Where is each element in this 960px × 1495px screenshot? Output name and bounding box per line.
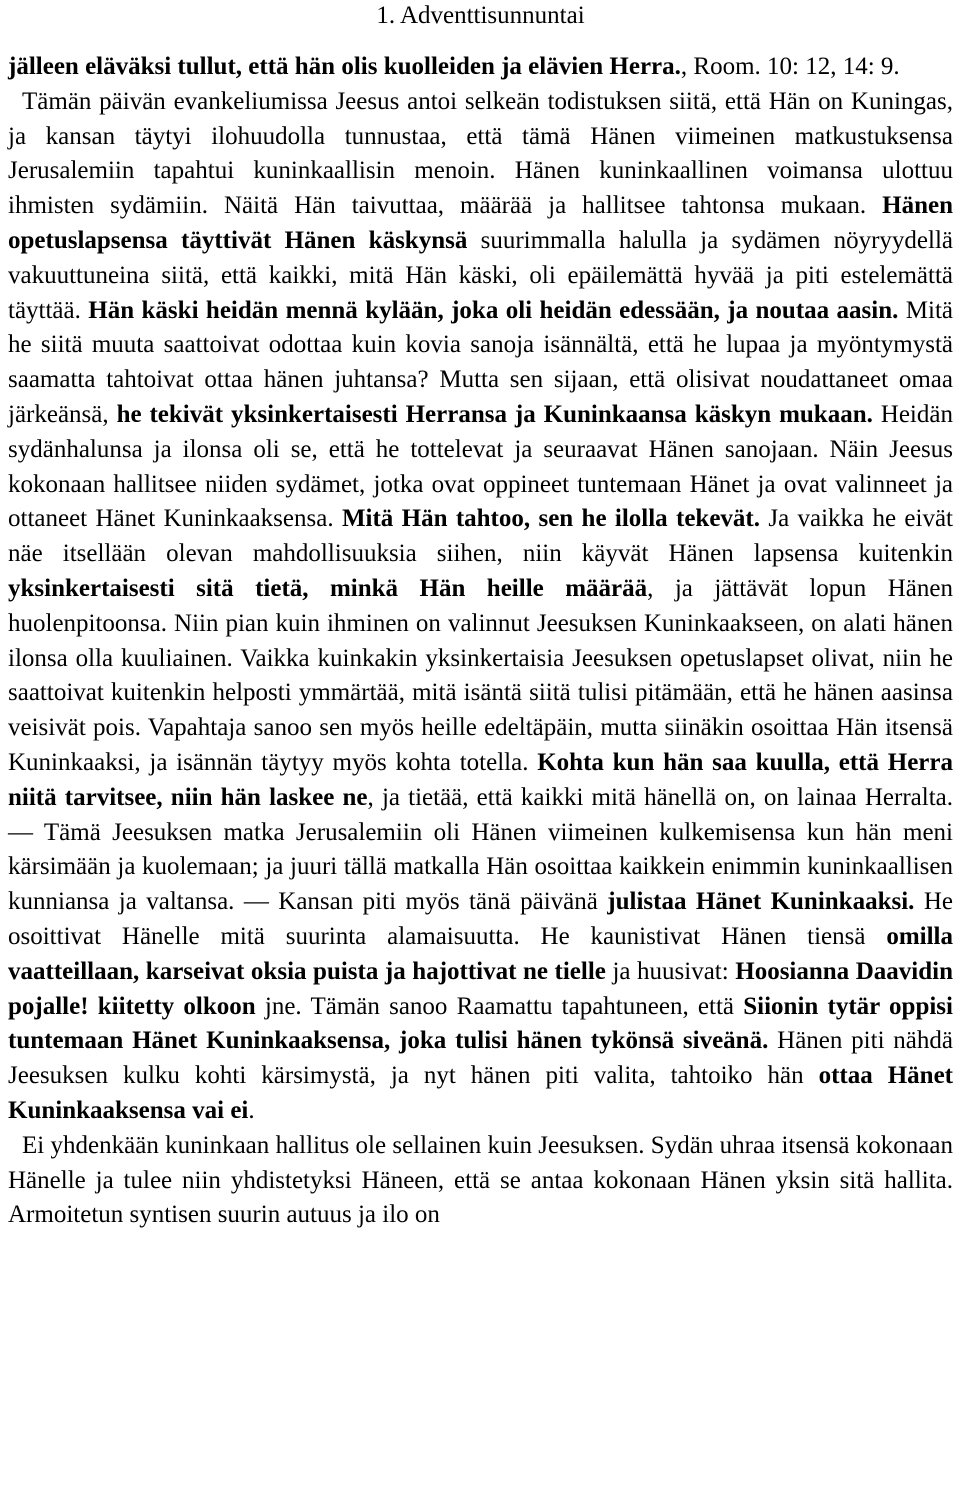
bold-text-segment: yksinkertaisesti sitä tietä, minkä Hän heille määrää (8, 574, 648, 602)
text-segment: Heidän sydänhalunsa ja ilonsa oli se, että he tottelevat ja seuraavat Hänen sanojaan. Näin Jeesus kokonaan hallitsee niiden sydämet, jotka ovat oppineet tuntemaan Hänet ja ovat valinneet ja ottaneet Hänet Kuninkaaksensa. (8, 400, 953, 533)
bold-text-segment: omilla vaatteillaan, karseivat oksia puista ja hajottivat ne tielle (8, 922, 953, 985)
text-segment: suurimmalla halulla ja sydämen nöyryydellä vakuuttuneina siitä, että kaikki, mitä Hän käski, oli epäilemättä hyvää ja piti estelemättä täyttää. (8, 226, 954, 324)
document-body (8, 50, 953, 1233)
bold-text-segment: Hoosianna Daavidin pojalle! kiitetty olkoon (8, 957, 953, 1020)
page-header: 1. Adventtisunnuntai (376, 2, 585, 29)
paragraph (8, 1129, 953, 1233)
text-segment: , Room. 10: 12, 14: 9. (680, 53, 900, 80)
text-segment: jne. Tämän sanoo Raamattu tapahtuneen, että (255, 992, 744, 1020)
bold-text-segment: Kohta kun hän saa kuulla, että Herra niitä tarvitsee, niin hän laskee ne (8, 748, 953, 811)
paragraph (8, 50, 953, 85)
bold-text-segment: Hänen opetuslapsensa täyttivät Hänen käskynsä (8, 192, 953, 254)
text-segment: Mitä he siitä muuta saattoivat odottaa kuin kovia sanoja isännältä, että he lupaa ja myöntymystä saamatta tahtoivat ottaa hänen juhtansa? Mutta sen sijaan, että olisivat noudattaneet omaa järkeänsä, (8, 296, 953, 428)
text-segment: Hänen piti nähdä Jeesuksen kulku kohti kärsimystä, ja nyt hänen piti valita, tahtoiko hän (8, 1027, 953, 1090)
bold-text-segment: Siionin tytär oppisi tuntemaan Hänet Kuninkaaksensa, joka tulisi hänen tykönsä siveänä. (8, 992, 953, 1055)
bold-text-segment: jälleen eläväksi tullut, että hän olis kuolleiden ja elävien Herra. (8, 53, 681, 80)
text-segment: Ei yhdenkään kuninkaan hallitus ole sellainen kuin Jeesuksen. Sydän uhraa itsensä kokonaan Hänelle ja tulee niin yhdistetyksi Häneen, että se antaa kokonaan Hänen yksin sitä hallita. Armoitetun syntisen suurin autuus ja ilo on (8, 1131, 953, 1229)
text-segment: , ja jättävät lopun Hänen huolenpitoonsa. Niin pian kuin ihminen on valinnut Jeesuksen Kuninkaakseen, on alati hänen ilonsa olla kuuliainen. Vaikka kuinkakin yksinkertaisia Jeesuksen opetuslapset olivat, niin he saattoivat kuitenkin helposti ymmärtää, mitä isäntä siitä tulisi pitämään, että he hänen aasinsa veisivät pois. Vapahtaja sanoo sen myös heille edeltäpäin, mutta siinäkin osoittaa Hän itsensä Kuninkaaksi, ja isännän täytyy myös kohta totella. (8, 574, 953, 776)
text-segment: Tämän päivän evankeliumissa Jeesus antoi selkeän todistuksen siitä, että Hän on Kuningas, ja kansan täytyi ilohuudolla tunnustaa, että tämä Hänen viimeinen matkustuksensa Jerusalemiin tapahtui kuninkaallisin menoin. Hänen kuninkaallinen voimansa ulottuu ihmisten sydämiin. Näitä Hän taivuttaa, määrää ja hallitsee tahtonsa mukaan. (8, 87, 953, 220)
bold-text-segment: ottaa Hänet Kuninkaaksensa vai ei (8, 1062, 954, 1124)
bold-text-segment: Hän käski heidän mennä kylään, joka oli heidän edessään, ja noutaa aasin. (88, 296, 899, 324)
text-segment: He osoittivat Hänelle mitä suurinta alamaisuutta. He kaunistivat Hänen tiensä (8, 888, 953, 950)
text-segment: . (248, 1096, 255, 1124)
text-segment: ja huusivat: (605, 957, 736, 985)
bold-text-segment: he tekivät yksinkertaisesti Herransa ja Kuninkaansa käskyn mukaan. (116, 400, 873, 428)
bold-text-segment: Mitä Hän tahtoo, sen he ilolla tekevät. (341, 505, 760, 533)
bold-text-segment: julistaa Hänet Kuninkaaksi. (607, 888, 915, 916)
text-segment: , ja tietää, että kaikki mitä hänellä on, on lainaa Herralta. — Tämä Jeesuksen matka Jerusalemiin oli Hänen viimeinen kulkemisensa kun hän meni kärsimään ja kuolemaan; ja juuri tällä matkalla Hän osoittaa kaikkein enimmin kuninkaallisen kunniansa ja valtansa. — Kansan piti myös tänä päivänä (8, 783, 954, 916)
paragraph (8, 85, 953, 1129)
text-segment: Ja vaikka he eivät näe itsellään olevan mahdollisuuksia siihen, niin käyvät Hänen lapsensa kuitenkin (8, 505, 953, 568)
